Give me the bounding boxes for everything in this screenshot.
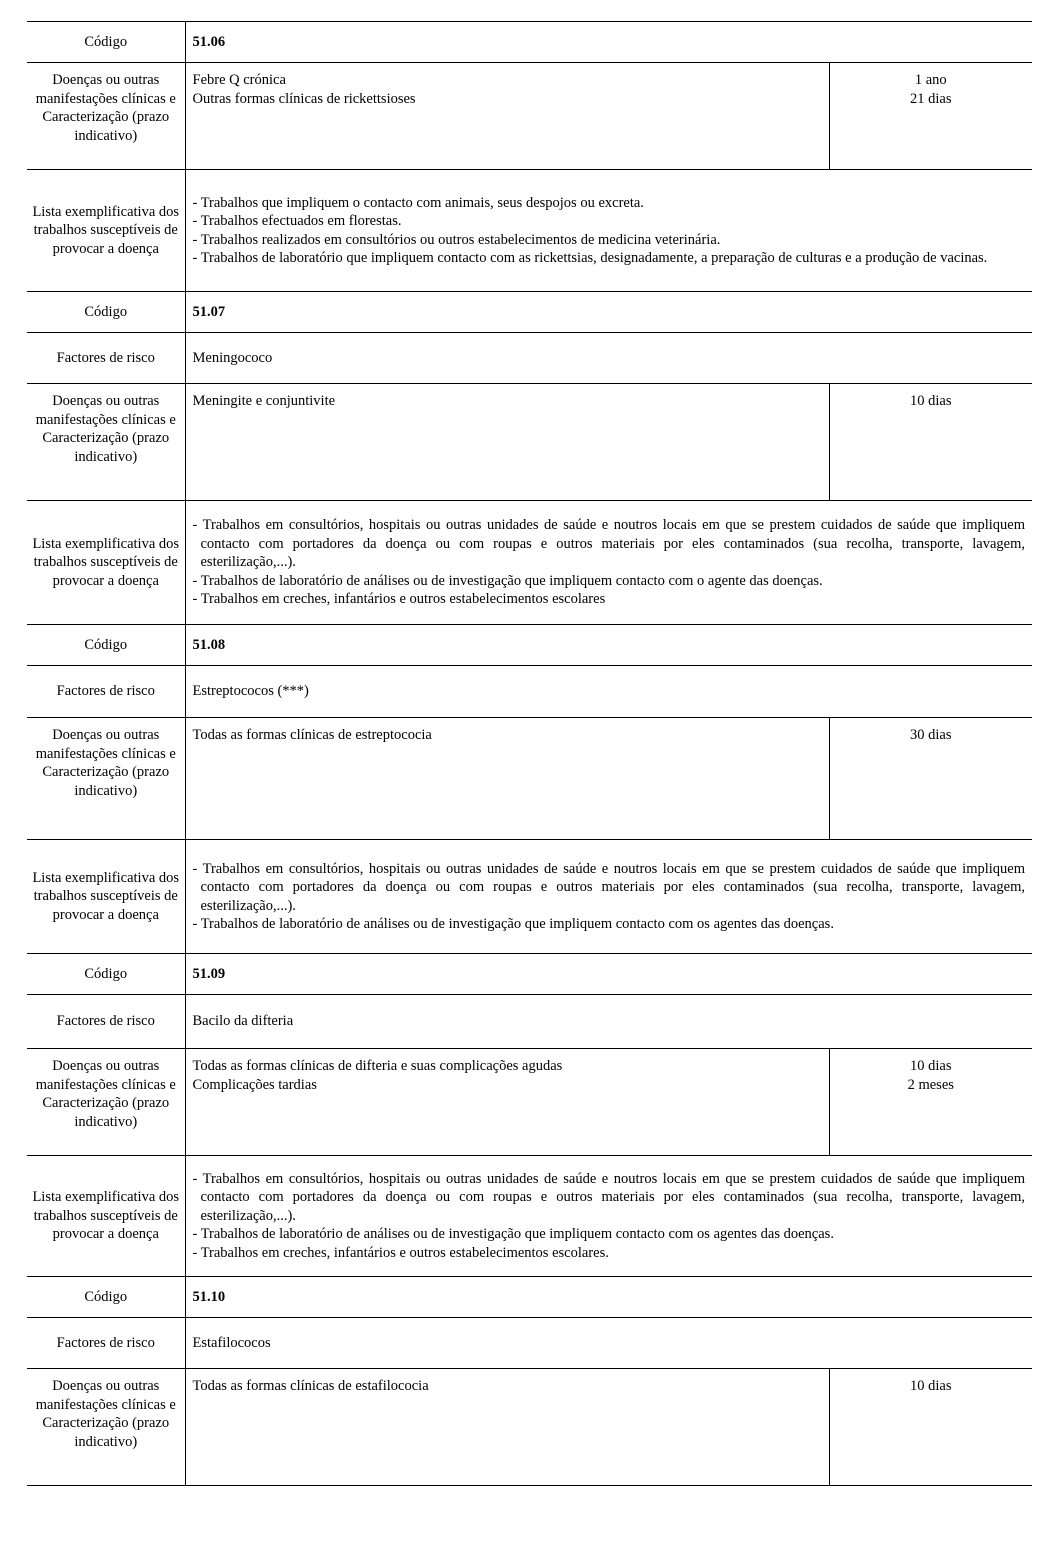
- works-list: [185, 1156, 1032, 1277]
- works-list: [185, 170, 1032, 292]
- document-page: [27, 21, 1032, 1486]
- works-row: [27, 840, 1032, 954]
- diseases-label: Doenças ou outras manifestações clínicas e Caracterização (prazo indicativo): [27, 1049, 185, 1156]
- code-label: Código: [27, 22, 185, 63]
- term-item: 10 dias: [910, 1058, 952, 1074]
- work-item: - Trabalhos em creches, infantários e outros estabelecimentos escolares: [192, 591, 606, 608]
- disease-item: Meningite e conjuntivite: [192, 393, 336, 409]
- term-item: 1 ano: [914, 72, 947, 88]
- code-row: [27, 1277, 1032, 1318]
- disease-item: Outras formas clínicas de rickettsioses: [192, 90, 416, 107]
- disease-item: Todas as formas clínicas de estafilococia: [192, 1378, 429, 1394]
- term-item: 21 dias: [910, 90, 952, 107]
- works-label: Lista exemplificativa dos trabalhos susceptíveis de provocar a doença: [27, 1156, 185, 1277]
- term-item: 2 meses: [907, 1076, 954, 1093]
- risk-value: Estafilococos: [185, 1318, 1032, 1369]
- code-value: 51.10: [185, 1277, 1032, 1318]
- disease-item: Todas as formas clínicas de difteria e suas complicações agudas: [192, 1058, 563, 1074]
- diseases-row: [27, 63, 1032, 170]
- work-item: - Trabalhos efectuados em florestas.: [192, 213, 402, 229]
- indicative-term: [829, 384, 1032, 501]
- works-row: [27, 1156, 1032, 1277]
- work-item: - Trabalhos que impliquem o contacto com animais, seus despojos ou excreta.: [192, 194, 644, 211]
- occupational-disease-table: [27, 21, 1032, 1486]
- works-list: [185, 501, 1032, 625]
- indicative-term: [829, 1049, 1032, 1156]
- risk-label: Factores de risco: [27, 1318, 185, 1369]
- code-label: Código: [27, 954, 185, 995]
- works-items: [193, 1170, 1026, 1263]
- diseases-row: [27, 1369, 1032, 1486]
- code-label: Código: [27, 292, 185, 333]
- diseases-list: [185, 1049, 829, 1156]
- work-item: - Trabalhos de laboratório de análises ou de investigação que impliquem contacto com os agentes das doenças.: [192, 916, 834, 932]
- code-value: 51.06: [185, 22, 1032, 63]
- disease-item: Todas as formas clínicas de estreptococia: [192, 727, 432, 743]
- work-item: - Trabalhos de laboratório que impliquem contacto com as rickettsias, designadamente, a preparação de culturas e a produção de vacinas.: [192, 250, 988, 266]
- code-row: [27, 625, 1032, 666]
- risk-value: Bacilo da difteria: [185, 995, 1032, 1049]
- diseases-list: [185, 718, 829, 840]
- work-item: - Trabalhos realizados em consultórios ou outros estabelecimentos de medicina veterinária.: [192, 231, 721, 248]
- work-item: - Trabalhos em consultórios, hospitais ou outras unidades de saúde e noutros locais em que se prestem cuidados de saúde que impliquem contacto com portadores da doença ou com roupas e outros materiais por eles contaminados (sua recolha, transporte, lavagem, esterilização,...).: [192, 1170, 1025, 1224]
- risk-row: [27, 1318, 1032, 1369]
- term-item: 10 dias: [910, 393, 952, 409]
- diseases-row: [27, 1049, 1032, 1156]
- code-row: [27, 22, 1032, 63]
- risk-value: Meningococo: [185, 333, 1032, 384]
- code-value: 51.07: [185, 292, 1032, 333]
- diseases-list: [185, 384, 829, 501]
- indicative-term: [829, 63, 1032, 170]
- works-items: [193, 194, 1026, 268]
- work-item: - Trabalhos em consultórios, hospitais ou outras unidades de saúde e noutros locais em que se prestem cuidados de saúde que impliquem contacto com portadores da doença ou com roupas e outros materiais por eles contaminados (sua recolha, transporte, lavagem, esterilização,...).: [192, 860, 1025, 914]
- indicative-term: [829, 718, 1032, 840]
- diseases-label: Doenças ou outras manifestações clínicas e Caracterização (prazo indicativo): [27, 1369, 185, 1486]
- work-item: - Trabalhos em creches, infantários e outros estabelecimentos escolares.: [192, 1244, 609, 1261]
- disease-item: Complicações tardias: [192, 1076, 317, 1093]
- code-row: [27, 954, 1032, 995]
- code-value: 51.08: [185, 625, 1032, 666]
- work-item: - Trabalhos de laboratório de análises ou de investigação que impliquem contacto com os agentes das doenças.: [192, 1226, 834, 1243]
- diseases-label: Doenças ou outras manifestações clínicas e Caracterização (prazo indicativo): [27, 384, 185, 501]
- code-row: [27, 292, 1032, 333]
- works-label: Lista exemplificativa dos trabalhos susceptíveis de provocar a doença: [27, 501, 185, 625]
- works-label: Lista exemplificativa dos trabalhos susceptíveis de provocar a doença: [27, 170, 185, 292]
- works-label: Lista exemplificativa dos trabalhos susceptíveis de provocar a doença: [27, 840, 185, 954]
- works-items: [193, 860, 1026, 934]
- risk-row: [27, 666, 1032, 718]
- code-label: Código: [27, 1277, 185, 1318]
- work-item: - Trabalhos de laboratório de análises ou de investigação que impliquem contacto com o agente das doenças.: [192, 572, 823, 589]
- diseases-list: [185, 1369, 829, 1486]
- diseases-row: [27, 718, 1032, 840]
- risk-row: [27, 995, 1032, 1049]
- disease-item: Febre Q crónica: [192, 72, 286, 88]
- risk-label: Factores de risco: [27, 995, 185, 1049]
- work-item: - Trabalhos em consultórios, hospitais ou outras unidades de saúde e noutros locais em que se prestem cuidados de saúde que impliquem contacto com portadores da doença ou com roupas e outros materiais por eles contaminados (sua recolha, transporte, lavagem, esterilização,...).: [192, 517, 1025, 571]
- code-value: 51.09: [185, 954, 1032, 995]
- diseases-row: [27, 384, 1032, 501]
- risk-label: Factores de risco: [27, 666, 185, 718]
- code-label: Código: [27, 625, 185, 666]
- works-list: [185, 840, 1032, 954]
- works-row: [27, 170, 1032, 292]
- diseases-list: [185, 63, 829, 170]
- risk-row: [27, 333, 1032, 384]
- term-item: 30 dias: [910, 727, 952, 743]
- risk-value: Estreptococos (***): [185, 666, 1032, 718]
- risk-label: Factores de risco: [27, 333, 185, 384]
- diseases-label: Doenças ou outras manifestações clínicas e Caracterização (prazo indicativo): [27, 718, 185, 840]
- diseases-label: Doenças ou outras manifestações clínicas e Caracterização (prazo indicativo): [27, 63, 185, 170]
- term-item: 10 dias: [910, 1378, 952, 1394]
- works-row: [27, 501, 1032, 625]
- works-items: [193, 516, 1026, 609]
- indicative-term: [829, 1369, 1032, 1486]
